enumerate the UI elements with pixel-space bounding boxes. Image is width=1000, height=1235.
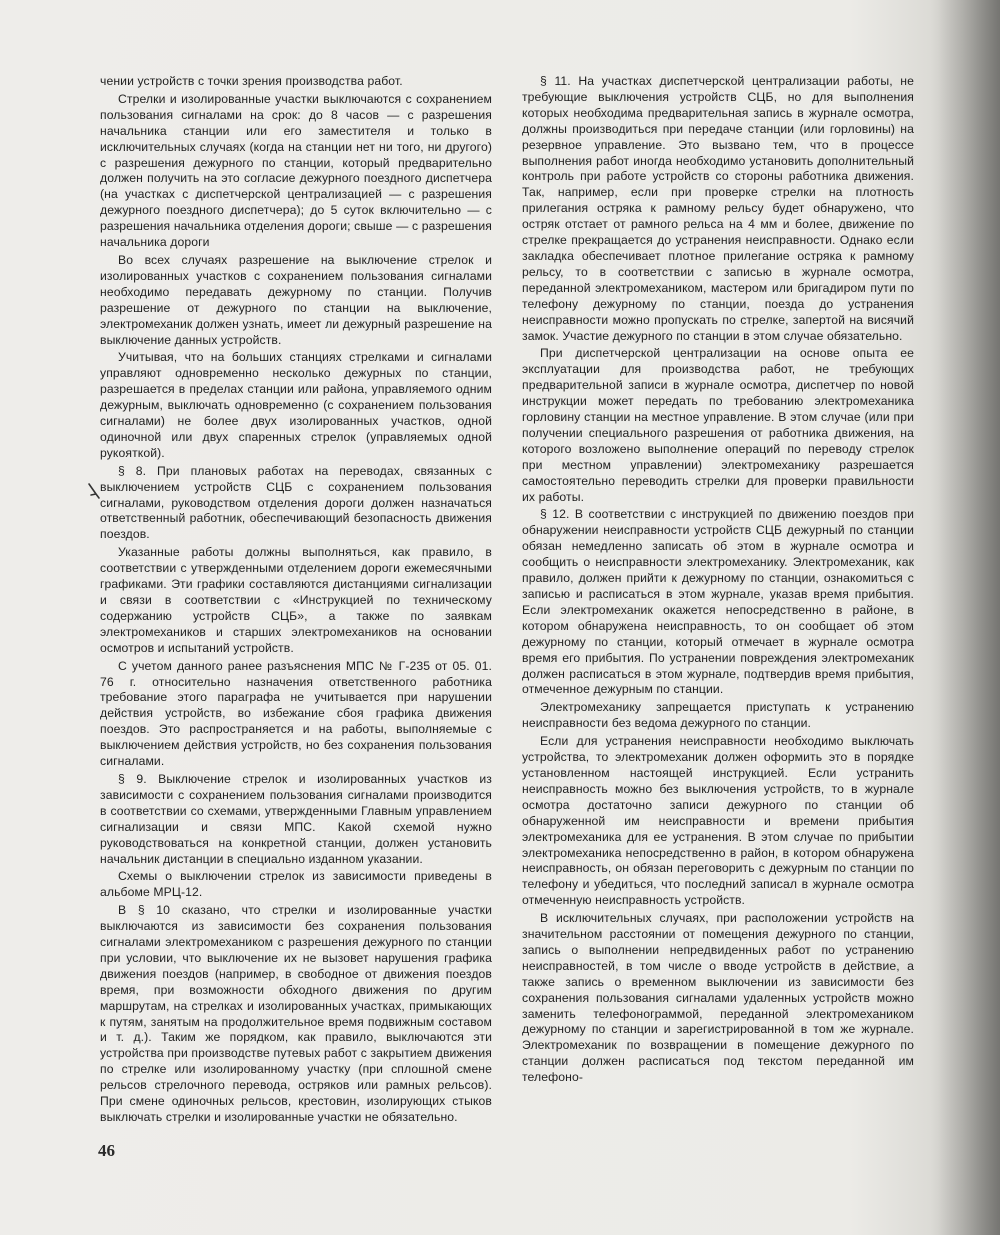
paragraph-section-8: § 8. При плановых работах на переводах, связанных с выключением устройств СЦБ с сохранением пользования сигналами, руководством отделения дороги должен назначаться ответственный работник, обеспечивающий безопасность движения поездов. xyxy=(100,463,492,542)
right-text-column xyxy=(522,74,914,1088)
paragraph: В § 10 сказано, что стрелки и изолированные участки выключаются из зависимости без сохранения пользования сигналами электромехаником с разрешения дежурного по станции при условии, что выключение их не вызовет нарушения графика движения поездов (например, в свободное от движения поездов время, при возможности обходного движения по другим маршрутам, на стрелках и изолированных участках, примыкающих к путям, занятым на продолжительное время подвижным составом и т. д.). Таким же порядком, как правило, выключаются эти устройства при производстве путевых работ с закрытием движения по стрелке или изолированному участку (при сплошной смене рельсов стрелочного перевода, остряков или рамных рельсов). При смене одиночных рельсов, крестовин, изолирующих стыков выключать стрелки и изолированные участки не обязательно. xyxy=(100,903,492,1124)
page-number: 46 xyxy=(98,1141,115,1160)
margin-pencil-mark xyxy=(87,482,101,500)
paragraph: При диспетчерской централизации на основе опыта ее эксплуатации для производства работ, не требующих предварительной записи в журнале осмотра, диспетчер по новой инструкции может передать по требованию электромеханика горловину станции на местное управление. В этом случае (или при получении специального разрешения от работника движения, на которого возложено выполнение операций по переводу стрелок при местном управлении) электромеханику разрешается самостоятельно переводить стрелки для проверки правильности их работы. xyxy=(522,346,914,504)
paragraph: Если для устранения неисправности необходимо выключать устройства, то электромеханик должен оформить это в порядке установленном настоящей инструкцией. Если устранить неисправность можно без выключения устройств, то в журнале осмотра достаточно записи дежурного по станции об обнаруженной им неисправности и времени прибытия электромеханика для ее устранения. В этом случае по прибытии электромеханика непосредственно в район, в котором обнаружена неисправность, он обязан переговорить с дежурным по станции по телефону и убедиться, что последний записал в журнале осмотра отмеченную неисправность устройств. xyxy=(522,734,914,908)
paragraph: Указанные работы должны выполняться, как правило, в соответствии с утвержденными отделением дороги ежемесячными графиками. Эти графики составляются дистанциями сигнализации и связи в соответствии с «Инструкцией по техническому содержанию устройств СЦБ», а также по заявкам электромехаников и старших электромехаников на основании осмотров и испытаний устройств. xyxy=(100,545,492,655)
left-text-column xyxy=(100,74,492,1128)
paragraph: чении устройств с точки зрения производства работ. xyxy=(100,74,403,88)
paragraph: В исключительных случаях, при расположении устройств на значительном расстоянии от помещения дежурного по станции, запись о выполнении непредвиденных работ по устранению неисправностей, в том числе о вводе устройств в действие, а также запись о временном выключении из зависимости без сохранения пользования сигналами удаленных устройств можно заменить телефонограммой, переданной электромехаником дежурному по станции и зарегистрированной в том же журнале. Электромеханик по возвращении в помещение дежурного по станции должен расписаться под текстом переданной им телефоно- xyxy=(522,911,914,1085)
paragraph: Электромеханику запрещается приступать к устранению неисправности без ведома дежурного по станции. xyxy=(522,700,914,731)
paragraph-section-11: § 11. На участках диспетчерской централизации работы, не требующие выключения устройств СЦБ, но для выполнения которых необходима предварительная запись в журнале осмотра, должны производиться при передаче станции (или горловины) на резервное управление. Это вызвано тем, что в процессе выполнения работ иногда необходимо установить дополнительный контроль при работе устройств со стороны работника движения. Так, например, если при проверке стрелки на плотность прилегания остряка к рамному рельсу будет обнаружено, что остряк отстает от рамного рельса на 4 мм и более, движение по стрелке прекращается до устранения неисправности. Однако если закладка обеспечивает плотное прилегание остряка к рамному рельсу, то в соответствии с записью в журнале осмотра, переданной электромехаником, мастером или бригадиром пути по телефону дежурному по станции, поезда до устранения неисправности можно пропускать по стрелке, запертой на висячий замок. Участие дежурного по станции в этом случае обязательно. xyxy=(522,74,914,343)
binding-shadow xyxy=(938,0,1000,1235)
paragraph: Учитывая, что на больших станциях стрелками и сигналами управляют одновременно несколько дежурных по станции, разрешается в пределах станции или района, управляемого одним дежурным, выключать одновременно (с сохранением пользования сигналами) не более двух изолированных участков, одной одиночной или двух спаренных стрелок (управляемых одной рукояткой). xyxy=(100,350,492,460)
paragraph: Схемы о выключении стрелок из зависимости приведены в альбоме МРЦ-12. xyxy=(100,869,492,900)
paragraph: Во всех случаях разрешение на выключение стрелок и изолированных участков с сохранением пользования сигналами необходимо передавать дежурному по станции. Получив разрешение от дежурного по станции на выключение, электромеханик должен узнать, имеет ли дежурный разрешение на выключение данных устройств. xyxy=(100,252,492,347)
paragraph-section-12: § 12. В соответствии с инструкцией по движению поездов при обнаружении неисправности устройств СЦБ дежурный по станции обязан немедленно записать об этом в журнале осмотра и сообщить о неисправности электромеханику. Электромеханик, как правило, должен прийти к дежурному по станции, ознакомиться с записью и расписаться в этом журнале, указав время прибытия. Если электромеханик окажется непосредственно в районе, в котором обнаружена неисправность, то он сообщает об этом дежурному по станции, который отмечает в журнале осмотра время его прибытия. По устранении повреждения электромеханик должен расписаться в этом журнале, подтвердив время прибытия, отмеченное дежурным по станции. xyxy=(522,507,914,697)
paragraph-section-9: § 9. Выключение стрелок и изолированных участков из зависимости с сохранением пользования сигналами производится в соответствии со схемами, утвержденными Главным управлением сигнализации и связи МПС. Какой схемой нужно руководствоваться на конкретной станции, должен установить начальник дистанции в специально изданном указании. xyxy=(100,771,492,866)
paragraph: С учетом данного ранее разъяснения МПС № Г-235 от 05. 01. 76 г. относительно назначения ответственного работника требование этого параграфа не учитывается при нарушении действия устройств, во избежание сбоя графика движения поездов. Это распространяется и на работы, выполняемые с выключением действия устройств, но без сохранения пользования сигналами. xyxy=(100,658,492,769)
paragraph: Стрелки и изолированные участки выключаются с сохранением пользования сигналами на срок: до 8 часов — с разрешения начальника станции или его заместителя и только в исключительных случаях (когда на станции нет ни того, ни другого) с разрешения дежурного по станции, который предварительно должен получить на это согласие дежурного поездного диспетчера (на участках с диспетчерской централизацией — с разрешения дежурного поездного диспетчера); до 5 суток включительно — с разрешения начальника отделения дороги; свыше — с разрешения начальника дороги xyxy=(100,91,492,250)
